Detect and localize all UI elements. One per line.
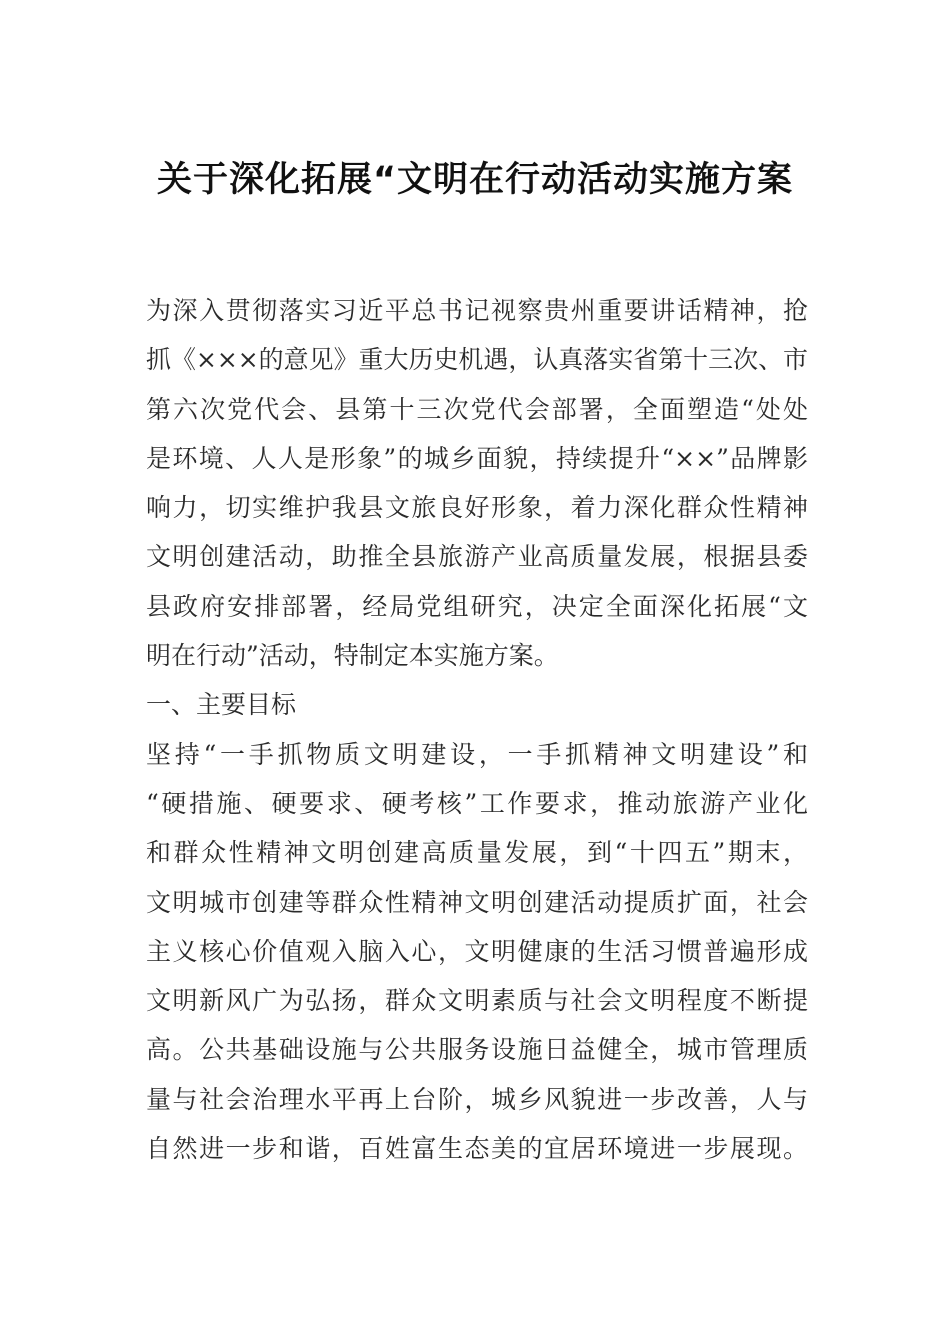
paragraph-line: 文明新风广为弘扬，群众文明素质与社会文明程度不断提 <box>146 986 808 1016</box>
paragraph-line: 量与社会治理水平再上台阶，城乡风貌进一步改善，人与 <box>146 1084 808 1114</box>
section-heading: 一、主要目标 <box>146 690 297 720</box>
paragraph-line: 第六次党代会、县第十三次党代会部署，全面塑造“处处 <box>146 394 808 424</box>
paragraph-line: 响力，切实维护我县文旅良好形象，着力深化群众性精神 <box>146 493 808 523</box>
paragraph-line: 文明城市创建等群众性精神文明创建活动提质扩面，社会 <box>146 887 808 917</box>
paragraph-line: 县政府安排部署，经局党组研究，决定全面深化拓展“文 <box>146 591 808 621</box>
paragraph-line: 抓《×××的意见》重大历史机遇，认真落实省第十三次、市 <box>146 345 808 375</box>
paragraph-line: 高。公共基础设施与公共服务设施日益健全，城市管理质 <box>146 1035 808 1065</box>
paragraph-line: 文明创建活动，助推全县旅游产业高质量发展，根据县委 <box>146 542 808 572</box>
paragraph-line: 和群众性精神文明创建高质量发展，到“十四五”期末， <box>146 838 808 868</box>
document-title: 关于深化拓展“文明在行动活动实施方案 <box>156 160 793 200</box>
paragraph-line: 自然进一步和谐，百姓富生态美的宜居环境进一步展现。 <box>146 1134 808 1164</box>
paragraph-line: 明在行动”活动，特制定本实施方案。 <box>146 641 559 671</box>
document-body <box>146 286 808 1173</box>
paragraph-line: “硬措施、硬要求、硬考核”工作要求，推动旅游产业化 <box>146 788 808 818</box>
paragraph-line: 主义核心价值观入脑入心，文明健康的生活习惯普遍形成 <box>146 936 808 966</box>
paragraph-line: 是环境、人人是形象”的城乡面貌，持续提升“××”品牌影 <box>146 443 808 473</box>
paragraph-line: 坚持“一手抓物质文明建设，一手抓精神文明建设”和 <box>146 739 808 769</box>
paragraph-line: 为深入贯彻落实习近平总书记视察贵州重要讲话精神，抢 <box>146 296 808 325</box>
